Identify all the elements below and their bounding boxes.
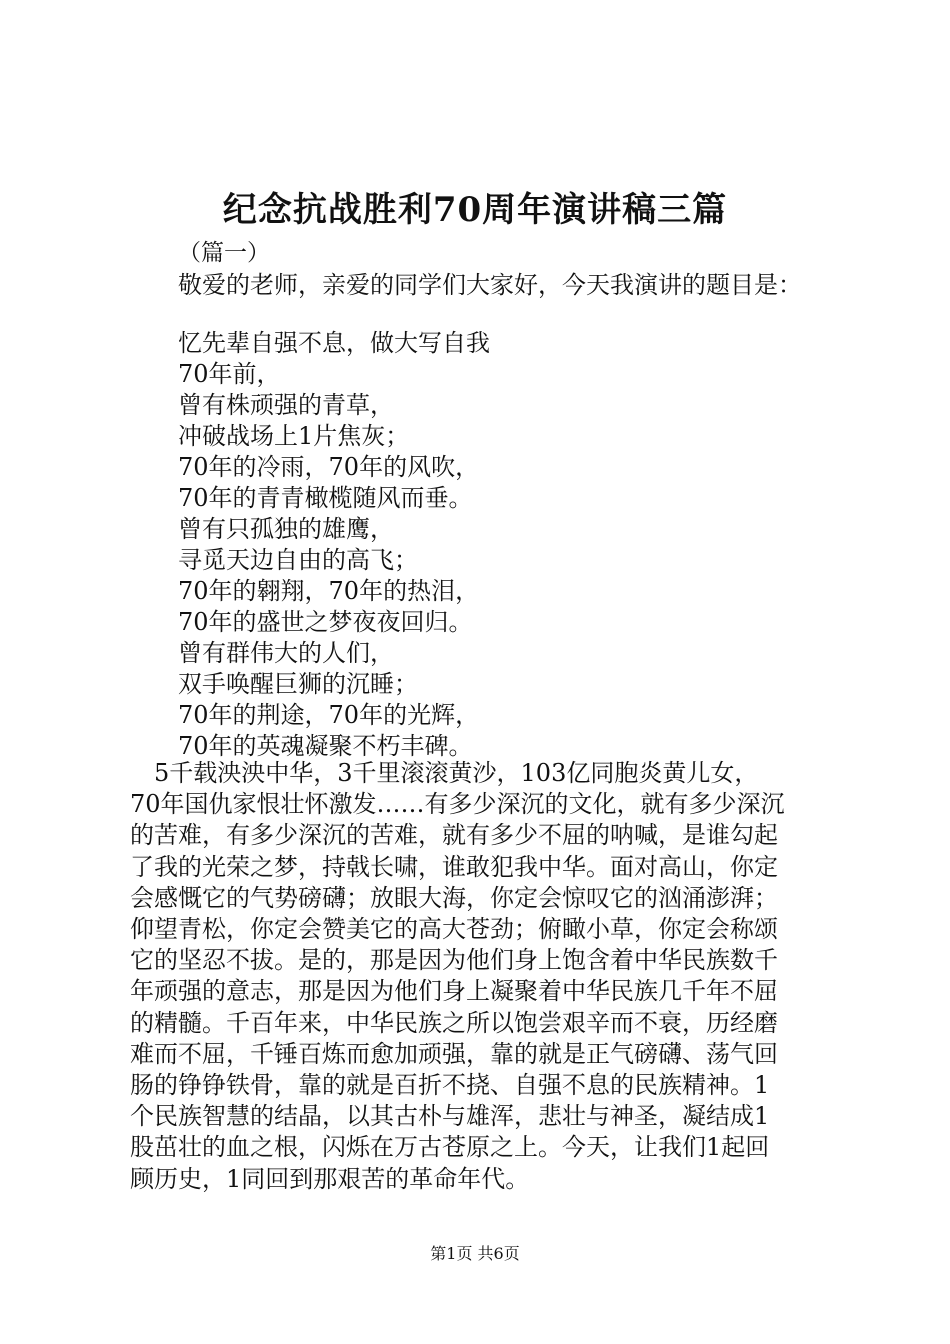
- poem-line: 曾有只孤独的雄鹰，: [178, 515, 394, 543]
- body-paragraph: [130, 758, 785, 1195]
- paragraph-line: 年顽强的意志，那是因为他们身上凝聚着中华民族几千年不屈: [130, 977, 778, 1006]
- poem-line: 70年的荆途，70年的光辉，: [178, 701, 480, 729]
- poem-line: 冲破战场上1片焦灰；: [178, 422, 410, 450]
- paragraph-line: 会感慨它的气势磅礴；放眼大海，你定会惊叹它的汹涌澎湃；: [130, 883, 778, 912]
- paragraph-line: 难而不屈，千锤百炼而愈加顽强，靠的就是正气磅礴、荡气回: [130, 1039, 778, 1068]
- poem-line: 70年的盛世之梦夜夜回归。: [178, 608, 473, 636]
- document-title: 纪念抗战胜利70周年演讲稿三篇: [222, 190, 728, 230]
- paragraph-line: 肠的铮铮铁骨，靠的就是百折不挠、自强不息的民族精神。1: [130, 1071, 770, 1100]
- paragraph-line: 个民族智慧的结晶，以其古朴与雄浑，悲壮与神圣，凝结成1: [130, 1102, 770, 1131]
- paragraph-line: 的精髓。千百年来，中华民族之所以饱尝艰辛而不衰，历经磨: [130, 1008, 778, 1037]
- paragraph-line: 5千载泱泱中华，3千里滚滚黄沙，103亿同胞炎黄儿女，: [130, 759, 759, 787]
- poem-line: 忆先辈自强不息，做大写自我: [178, 329, 490, 357]
- page-footer: 第1页 共6页: [430, 1244, 520, 1263]
- poem-line: 70年前，: [178, 360, 281, 388]
- poem-line: 寻觅天边自由的高飞；: [178, 546, 418, 574]
- paragraph-line: 顾历史，1同回到那艰苦的革命年代。: [130, 1164, 530, 1193]
- section-label: （篇一）: [178, 240, 270, 266]
- paragraph-line: 70年国仇家恨壮怀激发……有多少深沉的文化，就有多少深沉: [130, 790, 785, 819]
- paragraph-line: 它的坚忍不拔。是的，那是因为他们身上饱含着中华民族数千: [130, 946, 778, 975]
- poem-line: 70年的冷雨，70年的风吹，: [178, 453, 480, 481]
- poem-line: 双手唤醒巨狮的沉睡；: [178, 670, 418, 698]
- poem-block: [178, 328, 490, 762]
- greeting-line: 敬爱的老师，亲爱的同学们大家好，今天我演讲的题目是：: [178, 271, 802, 299]
- poem-line: 70年的青青橄榄随风而垂。: [178, 484, 473, 512]
- poem-line: 曾有株顽强的青草，: [178, 391, 394, 419]
- paragraph-line: 的苦难，有多少深沉的苦难，就有多少不屈的呐喊，是谁勾起: [130, 821, 778, 850]
- paragraph-line: 仰望青松，你定会赞美它的高大苍劲；俯瞰小草，你定会称颂: [130, 915, 778, 944]
- paragraph-line: 了我的光荣之梦，持戟长啸，谁敢犯我中华。面对高山，你定: [130, 852, 778, 881]
- poem-line: 70年的翱翔，70年的热泪，: [178, 577, 480, 605]
- paragraph-line: 股茁壮的血之根，闪烁在万古苍原之上。今天，让我们1起回: [130, 1133, 770, 1162]
- poem-line: 70年的英魂凝聚不朽丰碑。: [178, 732, 473, 760]
- poem-line: 曾有群伟大的人们，: [178, 639, 394, 667]
